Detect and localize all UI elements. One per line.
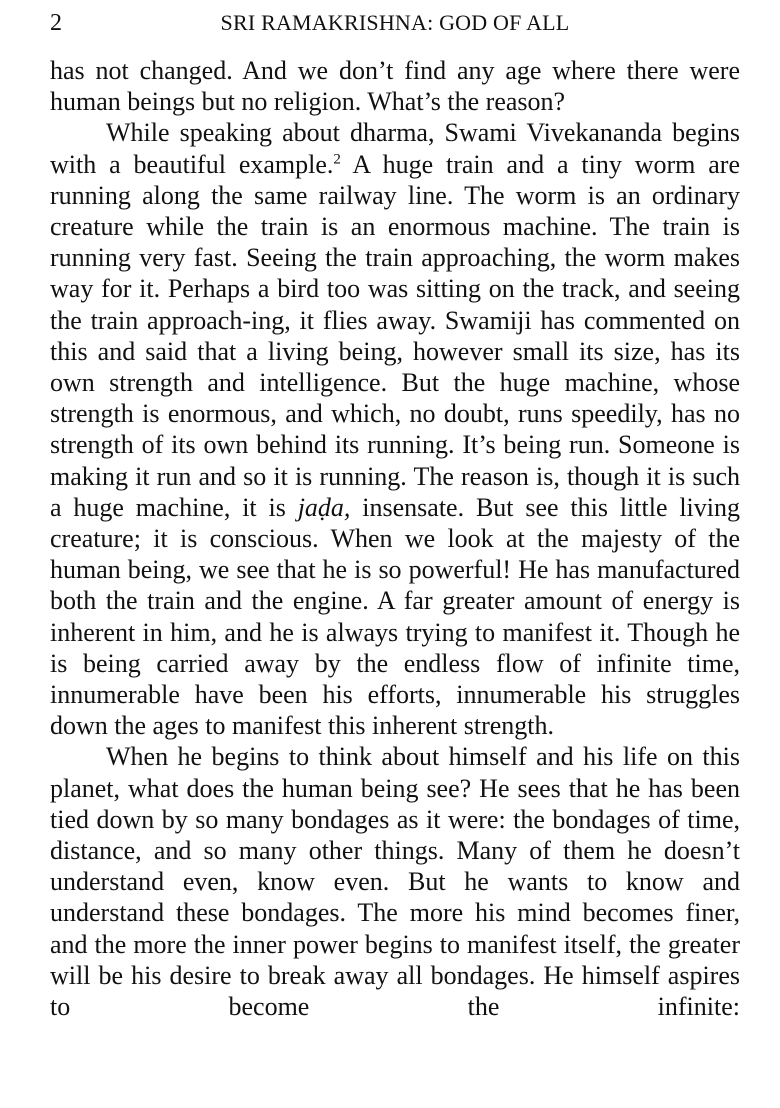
body-text <box>50 55 740 1022</box>
paragraph-bondages <box>50 741 740 1022</box>
paragraph-continuation <box>50 55 740 117</box>
italic-term-jada: jaḍa, <box>297 492 351 522</box>
paragraph-2-before-note: While speaking about dharma, Swami Vivekananda begins with a beautiful example. <box>50 118 740 179</box>
paragraph-2-after-note: A huge train and a tiny worm are running along the same railway line. The worm is an ordinary creature while the train is an enormous machine. The train is running very fast. Seeing the train approaching, the worm makes way for it. Perhaps a bird too was sitting on the track, and seeing the train approach-ing, it flies away. Swamiji has commented on this and said that a living being, however small its size, has its own strength and intelligence. But the huge machine, whose strength is enormous, and which, no doubt, runs speedily, has no strength of its own behind its running. It’s being run. Someone is making it run and so it is running. The reason is, though it is such a huge machine, it is <box>50 149 740 522</box>
paragraph-dharma-example <box>50 117 740 741</box>
running-head: SRI RAMAKRISHNA: GOD OF ALL <box>220 10 570 35</box>
paragraph-1-text: has not changed. And we don’t find any age where there were human beings but no religion. What’s the reason? <box>50 56 740 117</box>
page-number: 2 <box>50 10 62 36</box>
page-header <box>50 8 740 38</box>
paragraph-3-text: When he begins to think about himself and his life on this planet, what does the human being see? He sees that he has been tied down by so many bondages as it were: the bondages of time, distance, and so many other things. Many of them he doesn’t understand even, know even. But he wants to know and understand these bondages. The more his mind becomes finer, and the more the inner power begins to manifest itself, the greater will be his desire to break away all bondages. He himself aspires to become the infinite: <box>50 742 740 1022</box>
paragraph-2-after-term: insensate. But see this little living creature; it is conscious. When we look at the majesty of the human being, we see that he is so powerful! He has manufactured both the train and the engine. A far greater amount of energy is inherent in him, and he is always trying to manifest it. Though he is being carried away by the endless flow of infinite time, innumerable have been his efforts, innumerable his struggles down the ages to manifest this inherent strength. <box>50 492 741 741</box>
footnote-reference: 2 <box>333 150 341 167</box>
